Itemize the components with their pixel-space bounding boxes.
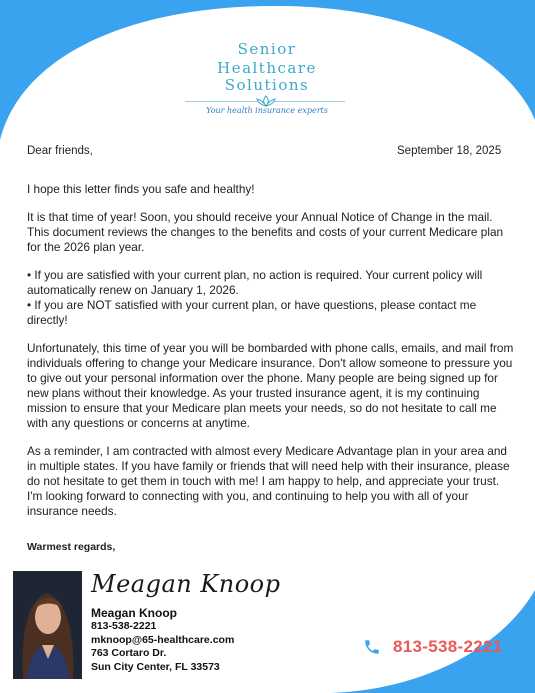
logo-tagline: Your health insurance experts xyxy=(206,106,328,115)
closing: Warmest regards, xyxy=(27,541,116,553)
paragraph-reminder: As a reminder, I am contracted with almost every Medicare Advantage plan in your area and in multiple states. If you have family or friends that will need help with their insurance, please do not hesitate to get them in touch with me! I am happy to help, and appreciate your trust. I'm looking forward to connecting with you, and continuing to help you with all of your insurance needs. xyxy=(27,444,510,518)
bullet-satisfied: • If you are satisfied with your current plan, no action is required. Your current policy will automatically renew on January 1, 2026. xyxy=(27,268,483,297)
logo-text-line2: Healthcare xyxy=(217,59,317,77)
company-logo xyxy=(178,40,356,115)
agent-address-line1: 763 Cortaro Dr. xyxy=(91,647,167,659)
contact-block xyxy=(91,606,234,674)
letter-date: September 18, 2025 xyxy=(397,145,502,157)
agent-name: Meagan Knoop xyxy=(91,606,177,620)
logo-text-line3: Solutions xyxy=(224,76,310,94)
logo-text-line1: Senior xyxy=(237,40,297,58)
signature-script: Meagan Knoop xyxy=(91,570,281,598)
footer-phone-number[interactable]: 813-538-2221 xyxy=(393,637,503,656)
paragraph-greeting: I hope this letter finds you safe and healthy! xyxy=(27,182,255,196)
portrait-image xyxy=(13,571,82,679)
paragraph-intro: It is that time of year! Soon, you should receive your Annual Notice of Change in the mail. This document reviews the changes to the benefits and costs of your current Medicare plan for the 2026 plan year. xyxy=(27,210,504,254)
bullet-not-satisfied: • If you are NOT satisfied with your current plan, or have questions, please contact me directly! xyxy=(27,298,477,327)
agent-email: mknoop@65-healthcare.com xyxy=(91,633,235,646)
paragraph-warning: Unfortunately, this time of year you will be bombarded with phone calls, emails, and mail from individuals offering to change your Medicare insurance. Don't allow someone to pressure you to give out your personal information over the phone. Many people are being signed up for new plans without their knowledge. As your trusted insurance agent, it is my continuing mission to ensure that your Medicare plan meets your needs, so do not hesitate to call me with any questions or concerns at anytime. xyxy=(27,341,514,430)
agent-photo xyxy=(13,571,82,679)
agent-phone: 813-538-2221 xyxy=(91,620,157,632)
agent-address-line2: Sun City Center, FL 33573 xyxy=(91,660,220,673)
salutation: Dear friends, xyxy=(27,145,93,157)
phone-icon xyxy=(359,634,385,660)
letter-body xyxy=(27,182,517,532)
footer-phone[interactable] xyxy=(359,634,502,660)
